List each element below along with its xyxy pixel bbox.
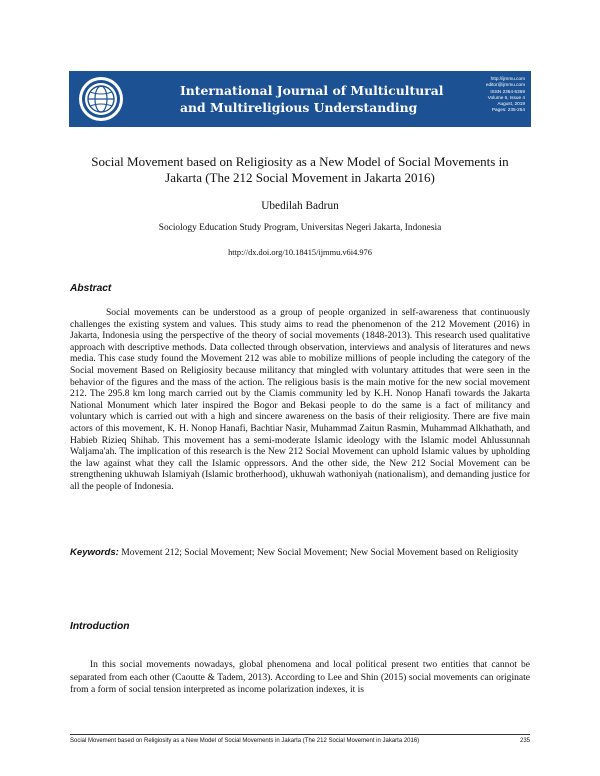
paper-title [60,154,540,186]
page-number: 235 [519,738,530,744]
journal-volume: Volume 6, Issue 4 [487,94,525,100]
keywords-label: Keywords: [70,547,119,558]
paper-title-line1: Social Movement based on Religiosity as a New Model of Social Movements in [91,154,509,169]
introduction-text: In this social movements nowadays, global phenomena and local political present two entities that cannot be separated from each other (Caoutte & Tadem, 2013). According to Lee and Shin (2015) social movements can originate from a form of social tension interpreted as income polarization indexes, it is [70,659,530,696]
keywords-text: Movement 212; Social Movement; New Social Movement; New Social Movement based on Religiosity [121,547,519,558]
author-affiliation: Sociology Education Study Program, Universitas Negeri Jakarta, Indonesia [158,223,442,233]
journal-issn: ISSN 2364-5369 [490,88,525,94]
journal-pages: Pages: 235-254 [491,107,525,113]
journal-banner [69,71,531,127]
abstract-text: Social movements can be understood as a group of people organized in self-awareness that continuously challenges the existing system and values. This study aims to read the phenomenon of the 212 Movement (2016) in Jakarta, Indonesia using the perspective of the theory of social movements (1848-2013). This research used qualitative approach with descriptive methods. Data collected through observation, interviews and analysis of literatures and news media. This case study found the Movement 212 was able to mobilize millions of people including the category of the Social movement Based on Religiosity because militancy that mingled with voluntary attitudes that were seen in the behavior of the figures and the mass of the action. The religious basis is the main motive for the new social movement 212. The 295.8 km long march carried out by the Ciamis community led by K.H. Nonop Hanafi towards the Jakarta National Monument which later inspired the Bogor and Bekasi people to do the same is a fact of militancy and voluntary which is carried out with a high and sincere awareness on the basis of their religiosity. There are five main actors of this movement, K. H. Nonop Hanafi, Bachtiar Nasir, Muhammad Zaitun Rasmin, Muhammad Alkhathath, and Habieb Rizieq Shihab. This movement has a semi-moderate Islamic ideology with the Islamic model Ahlussunnah Waljama'ah. The implication of this research is the New 212 Social Movement can uphold Islamic values by upholding the law against what they call the Islamic oppressors. And the other side, the New 212 Social Movement can be strengthening ukhuwah Islamiyah (Islamic brotherhood), ukhuwah wathoniyah (nationalism), and demanding justice for all the people of Indonesia. [70,307,530,492]
abstract-heading: Abstract [70,283,112,294]
journal-title-line1: International Journal of Multicultural [180,83,444,98]
journal-url[interactable]: http://ijmmu.com [490,76,525,81]
journal-title [180,82,444,116]
keywords [70,547,530,559]
journal-title-line2: and Multireligious Understanding [180,100,418,115]
footer-running-title: Social Movement based on Religiosity as a New Model of Social Movements in Jakarta (The 212 Social Movement in Jakarta 2016) [70,738,420,744]
globe-logo-icon [78,76,124,122]
doi-link[interactable]: http://dx.doi.org/10.18415/ijmmu.v6i4.976 [228,248,372,257]
introduction-heading: Introduction [70,621,130,632]
journal-info [455,76,525,114]
journal-date: August, 2019 [497,101,525,107]
paper-title-line2: Jakarta (The 212 Social Movement in Jakarta 2016) [165,170,435,185]
journal-email[interactable]: editor@ijmmu.com [485,82,525,88]
author-name: Ubedilah Badrun [261,200,339,212]
footer-divider [70,734,530,735]
